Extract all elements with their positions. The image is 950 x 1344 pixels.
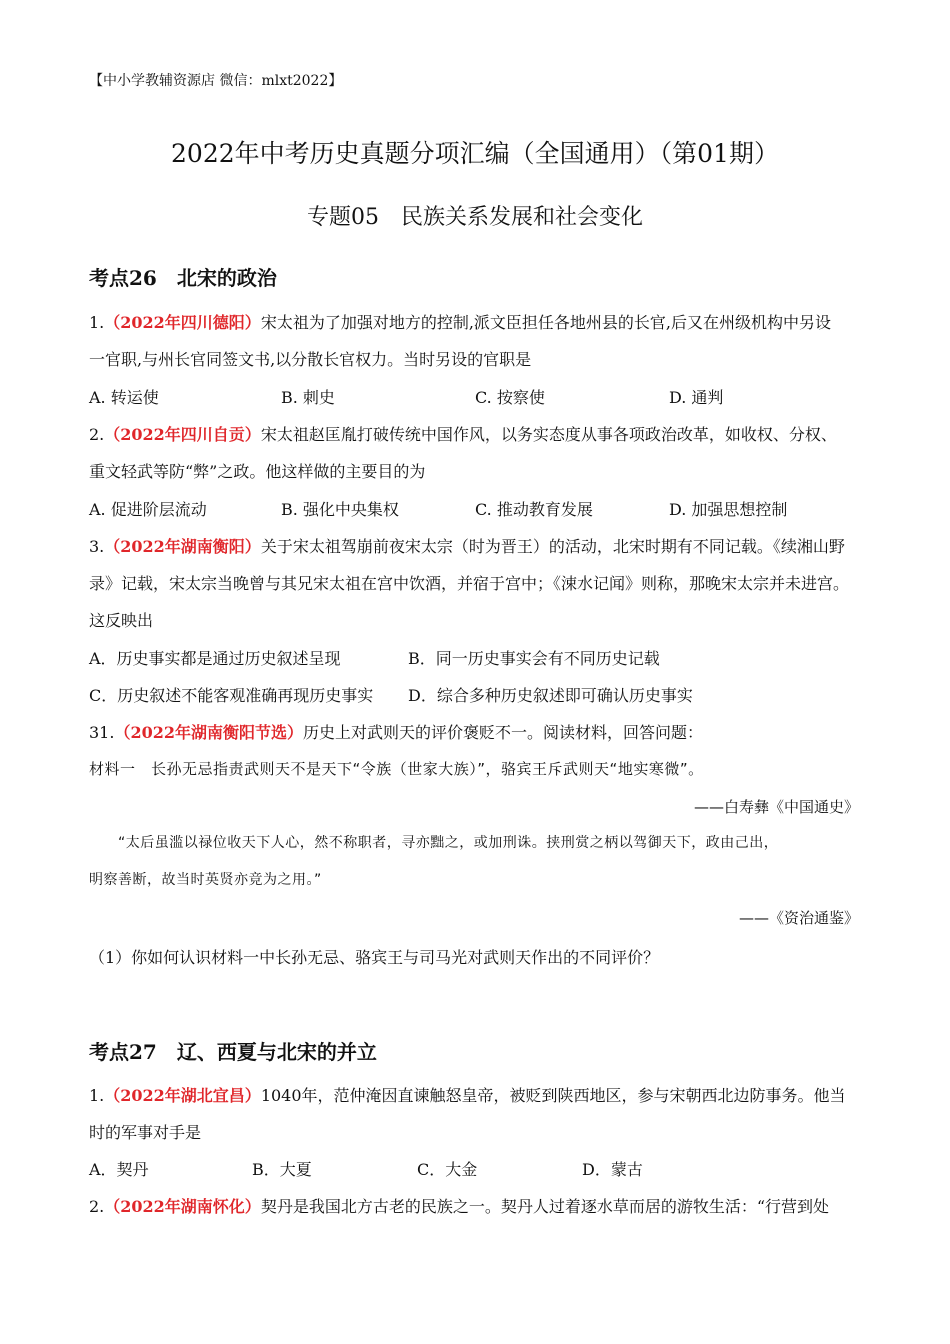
option-a: A. 转运使 bbox=[89, 388, 159, 407]
question-3-line-1 bbox=[89, 534, 869, 557]
question-number: 31. bbox=[89, 723, 115, 742]
question-text: 宋太祖为了加强对地方的控制,派文臣担任各地州县的长官,后又在州级机构中另设 bbox=[260, 313, 831, 332]
section-heading-26: 考点26 北宋的政治 bbox=[89, 266, 277, 290]
option-b: B. 刺史 bbox=[281, 388, 335, 407]
question-number: 1. bbox=[89, 313, 105, 332]
question-source: （2022年湖北宜昌） bbox=[104, 1086, 261, 1105]
question-source: （2022年四川自贡） bbox=[104, 425, 261, 444]
section-heading-27: 考点27 辽、西夏与北宋的并立 bbox=[89, 1040, 377, 1064]
question-number: 3. bbox=[89, 537, 105, 556]
question-text: 历史上对武则天的评价褒贬不一。阅读材料，回答问题： bbox=[303, 723, 704, 742]
document-title: 2022年中考历史真题分项汇编（全国通用）（第01期） bbox=[171, 139, 779, 168]
option-d: D. 通判 bbox=[669, 388, 724, 407]
document-subtitle: 专题05 民族关系发展和社会变化 bbox=[307, 205, 643, 230]
question-3-line-2: 录》记载，宋太宗当晚曾与其兄宋太祖在宫中饮酒，并宿于宫中；《涑水记闻》则称，那晚宋太宗并未进宫。 bbox=[89, 574, 850, 593]
question-source: （2022年湖南衡阳） bbox=[104, 537, 261, 556]
option-d: D．综合多种历史叙述即可确认历史事实 bbox=[408, 686, 693, 705]
question-2-line-2: 重文轻武等防“弊”之政。他这样做的主要目的为 bbox=[89, 462, 426, 481]
option-b: B．同一历史事实会有不同历史记载 bbox=[408, 649, 660, 668]
question-31-line-1 bbox=[89, 720, 869, 743]
question-1-line-2: 一官职,与州长官同签文书,以分散长官权力。当时另设的官职是 bbox=[89, 350, 532, 369]
citation-1: ——白寿彝《中国通史》 bbox=[693, 798, 859, 816]
option-a: A. 促进阶层流动 bbox=[89, 500, 207, 519]
question-text: 1040年，范仲淹因直谏触怒皇帝，被贬到陕西地区，参与宋朝西北边防事务。他当 bbox=[260, 1086, 846, 1105]
option-c: C．历史叙述不能客观准确再现历史事实 bbox=[89, 686, 374, 705]
question-source: （2022年四川德阳） bbox=[104, 313, 261, 332]
question-source: （2022年湖南怀化） bbox=[104, 1197, 261, 1216]
question-1-line-2: 时的军事对手是 bbox=[89, 1123, 202, 1142]
quote-line-2: 明察善断，故当时英贤亦竞为之用。” bbox=[89, 872, 322, 888]
sub-question-1: （1）你如何认识材料一中长孙无忌、骆宾王与司马光对武则天作出的不同评价？ bbox=[89, 948, 660, 967]
question-text: 契丹是我国北方古老的民族之一。契丹人过着逐水草而居的游牧生活：“行营到处 bbox=[260, 1197, 829, 1216]
option-d: D. 加强思想控制 bbox=[669, 500, 788, 519]
option-a: A．契丹 bbox=[89, 1160, 149, 1179]
question-3-line-3: 这反映出 bbox=[89, 611, 154, 630]
option-c: C. 按察使 bbox=[475, 388, 545, 407]
question-number: 1. bbox=[89, 1086, 105, 1105]
material-1: 材料一 长孙无忌指责武则天不是天下“令族（世家大族）”，骆宾王斥武则天“地实寒微”。 bbox=[89, 760, 704, 778]
quote-line-1: “太后虽滥以禄位收天下人心，然不称职者，寻亦黜之，或加刑诛。挟刑赏之柄以驾御天下，政由己出， bbox=[118, 835, 779, 851]
question-source: （2022年湖南衡阳节选） bbox=[114, 723, 303, 742]
question-number: 2. bbox=[89, 1197, 105, 1216]
option-c: C. 推动教育发展 bbox=[475, 500, 593, 519]
question-2-line-1 bbox=[89, 1194, 869, 1217]
question-1-line-1 bbox=[89, 310, 869, 333]
option-d: D．蒙古 bbox=[582, 1160, 643, 1179]
option-b: B. 强化中央集权 bbox=[281, 500, 399, 519]
citation-2: ——《资治通鉴》 bbox=[738, 909, 859, 927]
watermark-text: 【中小学教辅资源店 微信：mlxt2022】 bbox=[89, 73, 343, 89]
question-number: 2. bbox=[89, 425, 105, 444]
option-c: C．大金 bbox=[417, 1160, 478, 1179]
question-text: 宋太祖赵匡胤打破传统中国作风，以务实态度从事各项政治改革，如收权、分权、 bbox=[260, 425, 837, 444]
question-1-line-1 bbox=[89, 1083, 869, 1106]
question-2-line-1 bbox=[89, 422, 869, 445]
option-b: B．大夏 bbox=[252, 1160, 312, 1179]
question-text: 关于宋太祖驾崩前夜宋太宗（时为晋王）的活动，北宋时期有不同记载。《续湘山野 bbox=[260, 537, 845, 556]
option-a: A．历史事实都是通过历史叙述呈现 bbox=[89, 649, 341, 668]
